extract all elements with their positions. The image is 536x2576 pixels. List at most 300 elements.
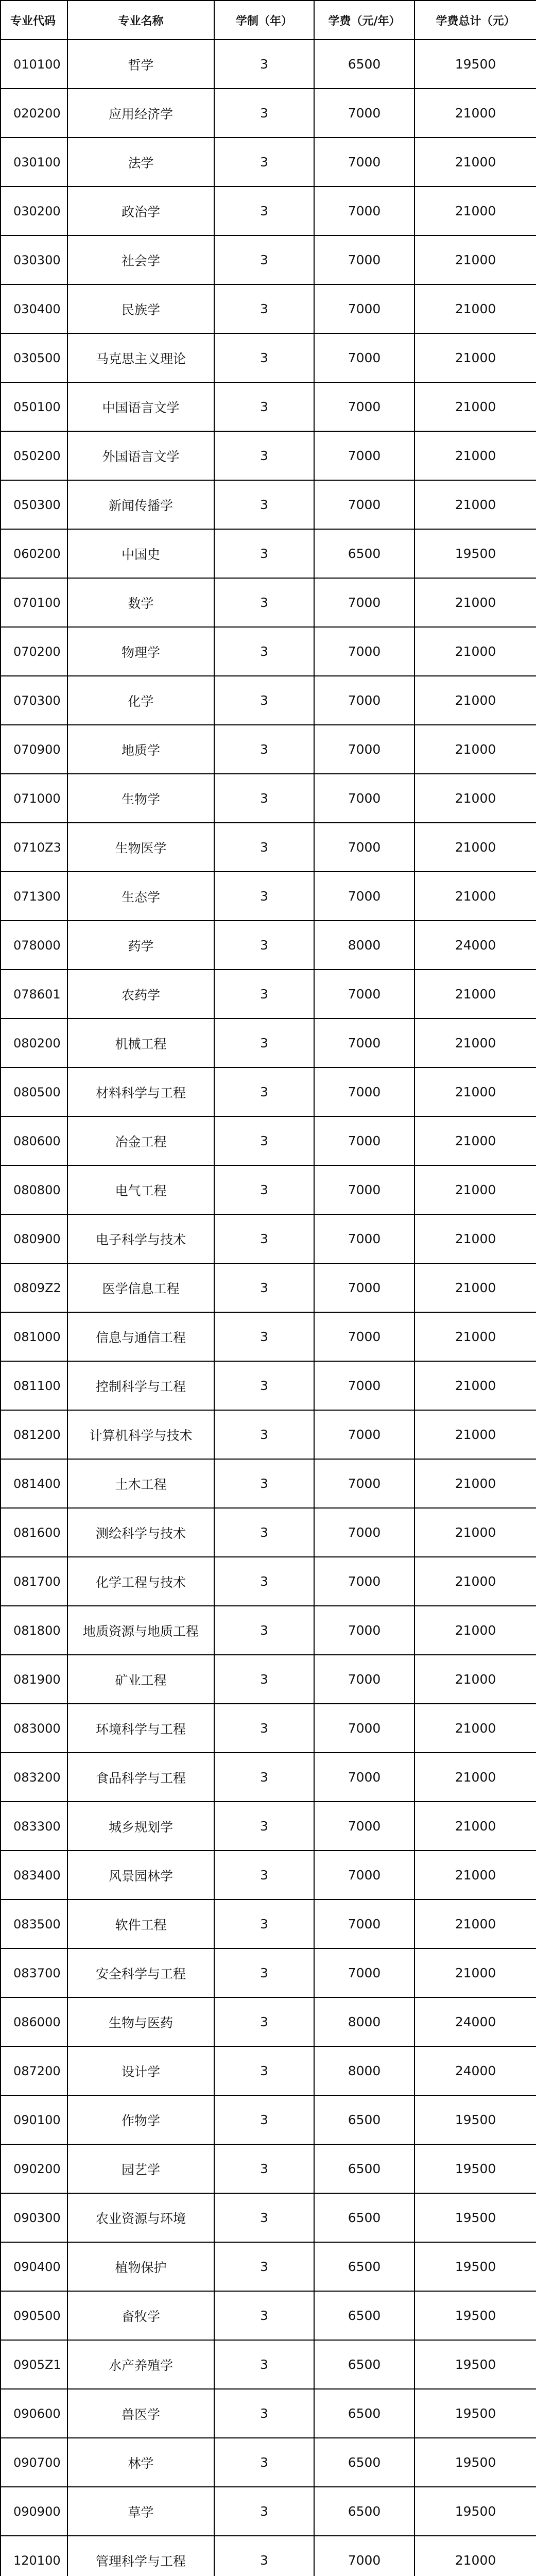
major-name-cell: 兽医学 xyxy=(67,2389,214,2438)
years-cell: 3 xyxy=(214,284,314,333)
total-fee-cell: 21000 xyxy=(414,1116,536,1165)
years-cell: 3 xyxy=(214,2046,314,2095)
major-name-cell: 政治学 xyxy=(67,187,214,235)
table-row xyxy=(1,627,536,676)
major-name-cell: 风景园林学 xyxy=(67,1851,214,1900)
table-row xyxy=(1,2242,536,2291)
major-name-cell: 土木工程 xyxy=(67,1459,214,1508)
table-row xyxy=(1,138,536,187)
years-cell: 3 xyxy=(214,40,314,89)
annual-fee-cell: 7000 xyxy=(314,284,414,333)
major-code-cell: 090200 xyxy=(1,2144,67,2193)
table-row xyxy=(1,823,536,872)
major-code-cell: 081100 xyxy=(1,1361,67,1410)
years-cell: 3 xyxy=(214,676,314,725)
annual-fee-cell: 6500 xyxy=(314,2340,414,2389)
major-name-cell: 设计学 xyxy=(67,2046,214,2095)
annual-fee-cell: 7000 xyxy=(314,823,414,872)
total-fee-cell: 21000 xyxy=(414,284,536,333)
years-cell: 3 xyxy=(214,627,314,676)
table-row xyxy=(1,1116,536,1165)
total-fee-cell: 21000 xyxy=(414,627,536,676)
major-code-cell: 060200 xyxy=(1,529,67,578)
total-fee-cell: 21000 xyxy=(414,2536,536,2576)
annual-fee-cell: 8000 xyxy=(314,2046,414,2095)
major-code-cell: 070300 xyxy=(1,676,67,725)
table-row xyxy=(1,1948,536,1997)
table-row xyxy=(1,2095,536,2144)
total-fee-cell: 21000 xyxy=(414,1263,536,1312)
major-name-cell: 矿业工程 xyxy=(67,1655,214,1704)
annual-fee-cell: 6500 xyxy=(314,2193,414,2242)
major-name-cell: 化学工程与技术 xyxy=(67,1557,214,1606)
annual-fee-cell: 7000 xyxy=(314,578,414,627)
major-code-cell: 030200 xyxy=(1,187,67,235)
years-cell: 3 xyxy=(214,2144,314,2193)
total-fee-cell: 24000 xyxy=(414,2046,536,2095)
annual-fee-cell: 7000 xyxy=(314,333,414,382)
table-row xyxy=(1,235,536,284)
table-row xyxy=(1,89,536,138)
major-name-cell: 应用经济学 xyxy=(67,89,214,138)
annual-fee-cell: 7000 xyxy=(314,1410,414,1459)
years-cell: 3 xyxy=(214,187,314,235)
major-code-cell: 090300 xyxy=(1,2193,67,2242)
table-row xyxy=(1,1557,536,1606)
major-name-cell: 水产养殖学 xyxy=(67,2340,214,2389)
total-fee-cell: 21000 xyxy=(414,1802,536,1851)
major-name-cell: 医学信息工程 xyxy=(67,1263,214,1312)
annual-fee-cell: 7000 xyxy=(314,1606,414,1655)
years-cell: 3 xyxy=(214,1997,314,2046)
years-cell: 3 xyxy=(214,2291,314,2340)
table-row xyxy=(1,333,536,382)
major-name-cell: 园艺学 xyxy=(67,2144,214,2193)
major-name-cell: 中国史 xyxy=(67,529,214,578)
table-row xyxy=(1,1410,536,1459)
total-fee-cell: 21000 xyxy=(414,1900,536,1948)
table-row xyxy=(1,1312,536,1361)
annual-fee-cell: 7000 xyxy=(314,1851,414,1900)
annual-fee-cell: 7000 xyxy=(314,676,414,725)
years-cell: 3 xyxy=(214,725,314,774)
years-cell: 3 xyxy=(214,823,314,872)
total-fee-cell: 21000 xyxy=(414,1067,536,1116)
years-cell: 3 xyxy=(214,333,314,382)
major-code-cell: 120100 xyxy=(1,2536,67,2576)
total-fee-cell: 21000 xyxy=(414,1214,536,1263)
total-fee-cell: 21000 xyxy=(414,1606,536,1655)
table-row xyxy=(1,480,536,529)
total-fee-cell: 21000 xyxy=(414,1655,536,1704)
annual-fee-cell: 8000 xyxy=(314,921,414,970)
years-cell: 3 xyxy=(214,2095,314,2144)
major-name-cell: 材料科学与工程 xyxy=(67,1067,214,1116)
total-fee-cell: 21000 xyxy=(414,382,536,431)
major-name-cell: 信息与通信工程 xyxy=(67,1312,214,1361)
major-code-cell: 090600 xyxy=(1,2389,67,2438)
annual-fee-cell: 6500 xyxy=(314,2242,414,2291)
years-cell: 3 xyxy=(214,1361,314,1410)
annual-fee-cell: 7000 xyxy=(314,1948,414,1997)
years-cell: 3 xyxy=(214,872,314,921)
annual-fee-cell: 7000 xyxy=(314,235,414,284)
total-fee-cell: 21000 xyxy=(414,1410,536,1459)
annual-fee-cell: 7000 xyxy=(314,1704,414,1753)
years-cell: 3 xyxy=(214,1263,314,1312)
major-code-cell: 0905Z1 xyxy=(1,2340,67,2389)
total-fee-cell: 19500 xyxy=(414,2340,536,2389)
major-name-cell: 生物与医药 xyxy=(67,1997,214,2046)
major-code-cell: 090400 xyxy=(1,2242,67,2291)
header-years: 学制（年） xyxy=(214,1,314,40)
table-header xyxy=(1,1,536,40)
annual-fee-cell: 7000 xyxy=(314,138,414,187)
annual-fee-cell: 7000 xyxy=(314,627,414,676)
major-name-cell: 地质学 xyxy=(67,725,214,774)
annual-fee-cell: 7000 xyxy=(314,970,414,1019)
table-row xyxy=(1,187,536,235)
annual-fee-cell: 7000 xyxy=(314,1214,414,1263)
major-code-cell: 081200 xyxy=(1,1410,67,1459)
total-fee-cell: 21000 xyxy=(414,1361,536,1410)
total-fee-cell: 21000 xyxy=(414,89,536,138)
years-cell: 3 xyxy=(214,1165,314,1214)
major-code-cell: 090500 xyxy=(1,2291,67,2340)
major-name-cell: 计算机科学与技术 xyxy=(67,1410,214,1459)
table-row xyxy=(1,872,536,921)
years-cell: 3 xyxy=(214,138,314,187)
years-cell: 3 xyxy=(214,2242,314,2291)
major-code-cell: 0809Z2 xyxy=(1,1263,67,1312)
annual-fee-cell: 6500 xyxy=(314,40,414,89)
major-code-cell: 081400 xyxy=(1,1459,67,1508)
annual-fee-cell: 7000 xyxy=(314,431,414,480)
major-name-cell: 药学 xyxy=(67,921,214,970)
table-row xyxy=(1,1459,536,1508)
major-code-cell: 081600 xyxy=(1,1508,67,1557)
years-cell: 3 xyxy=(214,235,314,284)
total-fee-cell: 21000 xyxy=(414,872,536,921)
annual-fee-cell: 7000 xyxy=(314,1557,414,1606)
years-cell: 3 xyxy=(214,2340,314,2389)
major-name-cell: 控制科学与工程 xyxy=(67,1361,214,1410)
annual-fee-cell: 6500 xyxy=(314,2095,414,2144)
table-row xyxy=(1,1802,536,1851)
major-code-cell: 090900 xyxy=(1,2487,67,2536)
annual-fee-cell: 7000 xyxy=(314,725,414,774)
years-cell: 3 xyxy=(214,1116,314,1165)
annual-fee-cell: 7000 xyxy=(314,1655,414,1704)
major-name-cell: 软件工程 xyxy=(67,1900,214,1948)
total-fee-cell: 21000 xyxy=(414,333,536,382)
total-fee-cell: 21000 xyxy=(414,774,536,823)
years-cell: 3 xyxy=(214,1508,314,1557)
total-fee-cell: 21000 xyxy=(414,578,536,627)
major-name-cell: 农业资源与环境 xyxy=(67,2193,214,2242)
total-fee-cell: 21000 xyxy=(414,235,536,284)
total-fee-cell: 19500 xyxy=(414,2389,536,2438)
major-code-cell: 080900 xyxy=(1,1214,67,1263)
major-code-cell: 050300 xyxy=(1,480,67,529)
annual-fee-cell: 6500 xyxy=(314,2144,414,2193)
major-name-cell: 社会学 xyxy=(67,235,214,284)
total-fee-cell: 21000 xyxy=(414,1165,536,1214)
annual-fee-cell: 7000 xyxy=(314,187,414,235)
annual-fee-cell: 7000 xyxy=(314,1312,414,1361)
major-code-cell: 071300 xyxy=(1,872,67,921)
total-fee-cell: 24000 xyxy=(414,1997,536,2046)
major-code-cell: 071000 xyxy=(1,774,67,823)
major-name-cell: 民族学 xyxy=(67,284,214,333)
table-row xyxy=(1,676,536,725)
major-code-cell: 081900 xyxy=(1,1655,67,1704)
major-code-cell: 080600 xyxy=(1,1116,67,1165)
table-row xyxy=(1,578,536,627)
major-code-cell: 083500 xyxy=(1,1900,67,1948)
major-name-cell: 安全科学与工程 xyxy=(67,1948,214,1997)
header-code: 专业代码 xyxy=(1,1,67,40)
table-row xyxy=(1,40,536,89)
annual-fee-cell: 7000 xyxy=(314,382,414,431)
table-row xyxy=(1,431,536,480)
major-name-cell: 农药学 xyxy=(67,970,214,1019)
years-cell: 3 xyxy=(214,1753,314,1802)
years-cell: 3 xyxy=(214,529,314,578)
years-cell: 3 xyxy=(214,970,314,1019)
annual-fee-cell: 8000 xyxy=(314,1997,414,2046)
total-fee-cell: 19500 xyxy=(414,2144,536,2193)
major-name-cell: 生物医学 xyxy=(67,823,214,872)
major-name-cell: 物理学 xyxy=(67,627,214,676)
table-row xyxy=(1,382,536,431)
table-row xyxy=(1,2144,536,2193)
table-row xyxy=(1,1606,536,1655)
table-row xyxy=(1,2438,536,2487)
major-code-cell: 083200 xyxy=(1,1753,67,1802)
years-cell: 3 xyxy=(214,1410,314,1459)
table-row xyxy=(1,1019,536,1067)
total-fee-cell: 21000 xyxy=(414,1753,536,1802)
years-cell: 3 xyxy=(214,1948,314,1997)
table-row xyxy=(1,1704,536,1753)
major-code-cell: 083700 xyxy=(1,1948,67,1997)
years-cell: 3 xyxy=(214,1900,314,1948)
major-code-cell: 078601 xyxy=(1,970,67,1019)
major-name-cell: 法学 xyxy=(67,138,214,187)
table-row xyxy=(1,2291,536,2340)
major-code-cell: 081800 xyxy=(1,1606,67,1655)
annual-fee-cell: 7000 xyxy=(314,1116,414,1165)
major-name-cell: 林学 xyxy=(67,2438,214,2487)
header-major-name: 专业名称 xyxy=(67,1,214,40)
table-row xyxy=(1,1753,536,1802)
years-cell: 3 xyxy=(214,480,314,529)
major-code-cell: 081000 xyxy=(1,1312,67,1361)
years-cell: 3 xyxy=(214,1214,314,1263)
annual-fee-cell: 6500 xyxy=(314,2389,414,2438)
total-fee-cell: 24000 xyxy=(414,921,536,970)
table-row xyxy=(1,725,536,774)
annual-fee-cell: 6500 xyxy=(314,2438,414,2487)
major-code-cell: 080200 xyxy=(1,1019,67,1067)
table-row xyxy=(1,1361,536,1410)
total-fee-cell: 21000 xyxy=(414,725,536,774)
major-name-cell: 环境科学与工程 xyxy=(67,1704,214,1753)
major-name-cell: 机械工程 xyxy=(67,1019,214,1067)
annual-fee-cell: 7000 xyxy=(314,872,414,921)
table-row xyxy=(1,1508,536,1557)
total-fee-cell: 19500 xyxy=(414,529,536,578)
major-name-cell: 测绘科学与技术 xyxy=(67,1508,214,1557)
major-code-cell: 080800 xyxy=(1,1165,67,1214)
table-row xyxy=(1,1997,536,2046)
major-name-cell: 生物学 xyxy=(67,774,214,823)
major-code-cell: 020200 xyxy=(1,89,67,138)
major-name-cell: 冶金工程 xyxy=(67,1116,214,1165)
total-fee-cell: 21000 xyxy=(414,1948,536,1997)
years-cell: 3 xyxy=(214,2536,314,2576)
major-code-cell: 083000 xyxy=(1,1704,67,1753)
major-name-cell: 电子科学与技术 xyxy=(67,1214,214,1263)
total-fee-cell: 21000 xyxy=(414,187,536,235)
major-name-cell: 中国语言文学 xyxy=(67,382,214,431)
major-name-cell: 化学 xyxy=(67,676,214,725)
major-name-cell: 生态学 xyxy=(67,872,214,921)
major-name-cell: 马克思主义理论 xyxy=(67,333,214,382)
major-code-cell: 070900 xyxy=(1,725,67,774)
major-code-cell: 081700 xyxy=(1,1557,67,1606)
annual-fee-cell: 7000 xyxy=(314,2536,414,2576)
major-name-cell: 哲学 xyxy=(67,40,214,89)
total-fee-cell: 19500 xyxy=(414,40,536,89)
years-cell: 3 xyxy=(214,1459,314,1508)
major-name-cell: 数学 xyxy=(67,578,214,627)
years-cell: 3 xyxy=(214,2487,314,2536)
total-fee-cell: 19500 xyxy=(414,2095,536,2144)
major-code-cell: 050200 xyxy=(1,431,67,480)
major-code-cell: 030300 xyxy=(1,235,67,284)
total-fee-cell: 21000 xyxy=(414,1019,536,1067)
table-row xyxy=(1,2340,536,2389)
table-row xyxy=(1,774,536,823)
major-name-cell: 植物保护 xyxy=(67,2242,214,2291)
years-cell: 3 xyxy=(214,2389,314,2438)
total-fee-cell: 21000 xyxy=(414,1851,536,1900)
table-row xyxy=(1,1851,536,1900)
major-code-cell: 090100 xyxy=(1,2095,67,2144)
table-row xyxy=(1,2389,536,2438)
table-row xyxy=(1,1214,536,1263)
total-fee-cell: 21000 xyxy=(414,1557,536,1606)
years-cell: 3 xyxy=(214,774,314,823)
total-fee-cell: 21000 xyxy=(414,1508,536,1557)
major-name-cell: 畜牧学 xyxy=(67,2291,214,2340)
annual-fee-cell: 7000 xyxy=(314,1753,414,1802)
total-fee-cell: 19500 xyxy=(414,2487,536,2536)
table-row xyxy=(1,970,536,1019)
years-cell: 3 xyxy=(214,382,314,431)
header-row xyxy=(1,1,536,40)
table-row xyxy=(1,284,536,333)
annual-fee-cell: 7000 xyxy=(314,774,414,823)
table-body xyxy=(1,40,536,2576)
years-cell: 3 xyxy=(214,1067,314,1116)
major-code-cell: 070100 xyxy=(1,578,67,627)
major-name-cell: 管理科学与工程 xyxy=(67,2536,214,2576)
major-code-cell: 030500 xyxy=(1,333,67,382)
table-row xyxy=(1,1655,536,1704)
table-row xyxy=(1,2046,536,2095)
years-cell: 3 xyxy=(214,921,314,970)
total-fee-cell: 21000 xyxy=(414,970,536,1019)
table-row xyxy=(1,1900,536,1948)
years-cell: 3 xyxy=(214,2193,314,2242)
annual-fee-cell: 7000 xyxy=(314,1165,414,1214)
table-row xyxy=(1,2536,536,2576)
header-total-fee: 学费总计（元） xyxy=(414,1,536,40)
major-code-cell: 090700 xyxy=(1,2438,67,2487)
major-code-cell: 030100 xyxy=(1,138,67,187)
annual-fee-cell: 7000 xyxy=(314,1459,414,1508)
major-code-cell: 078000 xyxy=(1,921,67,970)
annual-fee-cell: 6500 xyxy=(314,529,414,578)
annual-fee-cell: 7000 xyxy=(314,1019,414,1067)
annual-fee-cell: 7000 xyxy=(314,1263,414,1312)
major-code-cell: 010100 xyxy=(1,40,67,89)
years-cell: 3 xyxy=(214,2438,314,2487)
annual-fee-cell: 6500 xyxy=(314,2487,414,2536)
total-fee-cell: 21000 xyxy=(414,1312,536,1361)
total-fee-cell: 21000 xyxy=(414,1704,536,1753)
annual-fee-cell: 7000 xyxy=(314,1508,414,1557)
major-code-cell: 083400 xyxy=(1,1851,67,1900)
major-code-cell: 030400 xyxy=(1,284,67,333)
years-cell: 3 xyxy=(214,1606,314,1655)
table-row xyxy=(1,2193,536,2242)
major-name-cell: 食品科学与工程 xyxy=(67,1753,214,1802)
table-row xyxy=(1,1165,536,1214)
years-cell: 3 xyxy=(214,1019,314,1067)
annual-fee-cell: 7000 xyxy=(314,480,414,529)
annual-fee-cell: 7000 xyxy=(314,1900,414,1948)
major-code-cell: 050100 xyxy=(1,382,67,431)
header-annual-fee: 学费（元/年） xyxy=(314,1,414,40)
table-row xyxy=(1,1067,536,1116)
annual-fee-cell: 7000 xyxy=(314,1802,414,1851)
major-code-cell: 083300 xyxy=(1,1802,67,1851)
years-cell: 3 xyxy=(214,1655,314,1704)
years-cell: 3 xyxy=(214,1851,314,1900)
total-fee-cell: 21000 xyxy=(414,138,536,187)
years-cell: 3 xyxy=(214,1802,314,1851)
major-name-cell: 电气工程 xyxy=(67,1165,214,1214)
annual-fee-cell: 7000 xyxy=(314,1067,414,1116)
table-row xyxy=(1,921,536,970)
annual-fee-cell: 6500 xyxy=(314,2291,414,2340)
total-fee-cell: 21000 xyxy=(414,1459,536,1508)
major-code-cell: 0710Z3 xyxy=(1,823,67,872)
years-cell: 3 xyxy=(214,1704,314,1753)
years-cell: 3 xyxy=(214,431,314,480)
years-cell: 3 xyxy=(214,89,314,138)
table-row xyxy=(1,529,536,578)
total-fee-cell: 21000 xyxy=(414,823,536,872)
major-name-cell: 作物学 xyxy=(67,2095,214,2144)
total-fee-cell: 19500 xyxy=(414,2291,536,2340)
major-code-cell: 080500 xyxy=(1,1067,67,1116)
table-row xyxy=(1,2487,536,2536)
